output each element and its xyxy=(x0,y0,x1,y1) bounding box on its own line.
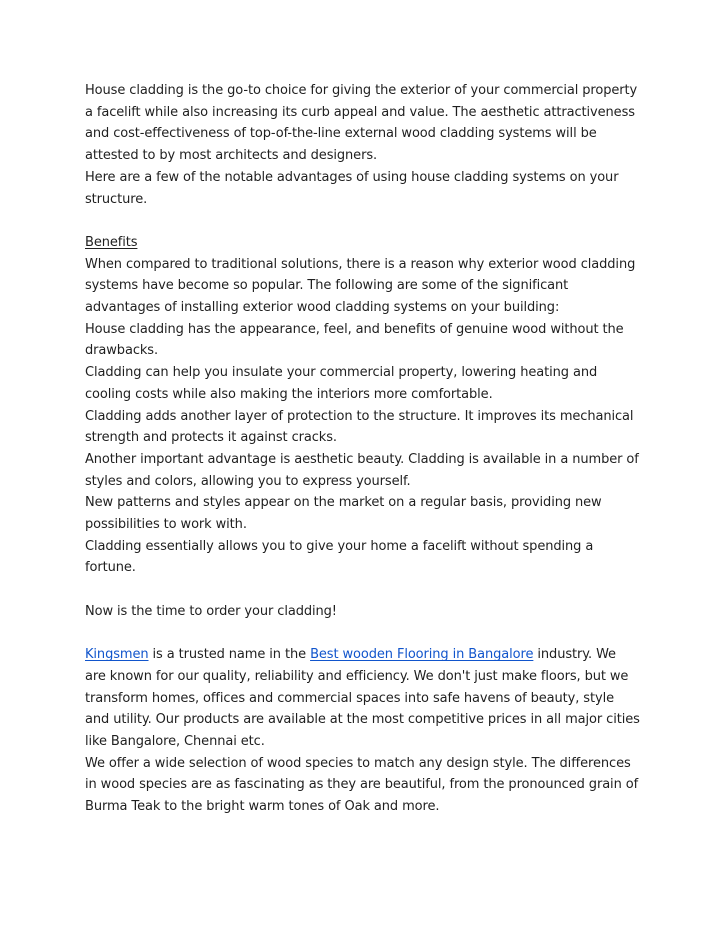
paragraph-spacer xyxy=(85,210,640,232)
benefits-paragraph-5: Another important advantage is aesthetic beauty. Cladding is available in a number of styles and colors, allowing you to express yourself. xyxy=(85,451,639,489)
paragraph-spacer xyxy=(85,579,640,601)
closing-paragraph: We offer a wide selection of wood species to match any design style. The differences in wood species are as fascinating as they are beautiful, from the pronounced grain of Burma Teak to the bright warm tones of Oak and more. xyxy=(85,755,639,815)
benefits-paragraph-2: House cladding has the appearance, feel, and benefits of genuine wood without the drawbacks. xyxy=(85,321,624,359)
kingsmen-link[interactable]: Kingsmen xyxy=(85,647,149,663)
cta-paragraph: Now is the time to order your cladding! xyxy=(85,603,337,619)
intro-paragraph-2: Here are a few of the notable advantages of using house cladding systems on your structure. xyxy=(85,169,619,207)
wooden-flooring-link[interactable]: Best wooden Flooring in Bangalore xyxy=(310,647,534,663)
benefits-heading: Benefits xyxy=(85,234,138,250)
company-text-2: industry. We are known for our quality, reliability and efficiency. We don't just make floors, but we transform homes, offices and commercial spaces into safe havens of beauty, style and utility. Our products are available at the most competitive prices in all major cities like Bangalore, Chennai etc. xyxy=(85,647,640,750)
document-body xyxy=(85,80,640,818)
company-text-1: is a trusted name in the xyxy=(148,647,311,663)
intro-paragraph-1: House cladding is the go-to choice for giving the exterior of your commercial property a facelift while also increasing its curb appeal and value. The aesthetic attractiveness and cost-effectiveness of top-of-the-line external wood cladding systems will be attested to by most architects and designers. xyxy=(85,83,638,164)
benefits-paragraph-4: Cladding adds another layer of protection to the structure. It improves its mechanical strength and protects it against cracks. xyxy=(85,408,634,446)
benefits-paragraph-6: New patterns and styles appear on the market on a regular basis, providing new possibilities to work with. xyxy=(85,495,602,533)
benefits-paragraph-1: When compared to traditional solutions, there is a reason why exterior wood cladding systems have become so popular. The following are some of the significant advantages of installing exterior wood cladding systems on your building: xyxy=(85,256,636,316)
company-paragraph xyxy=(85,644,640,753)
paragraph-spacer xyxy=(85,623,640,645)
benefits-paragraph-3: Cladding can help you insulate your commercial property, lowering heating and cooling costs while also making the interiors more comfortable. xyxy=(85,365,598,402)
benefits-paragraph-7: Cladding essentially allows you to give your home a facelift without spending a fortune. xyxy=(85,538,594,576)
